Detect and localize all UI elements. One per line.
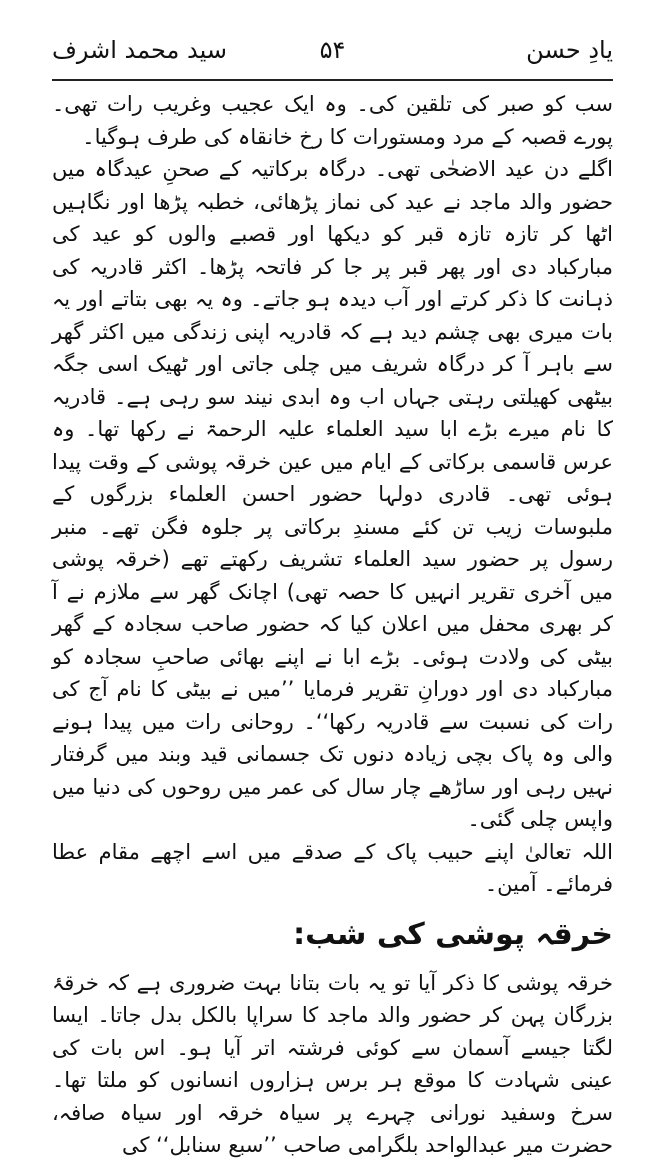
paragraph-1: سب کو صبر کی تلقین کی۔ وہ ایک عجیب وغریب رات تھی۔ پورے قصبہ کے مرد ومستورات کا رخ خانقاہ کی طرف ہوگیا۔ [52,92,613,149]
running-header [52,32,613,72]
author-name: سید محمد اشرف [52,36,227,64]
paragraph-3: اللہ تعالیٰ اپنے حبیب پاک کے صدقے میں اسے اچھے مقام عطا فرمائے۔ آمین۔ [52,839,613,896]
paragraph-4: خرقہ پوشی کا ذکر آیا تو یہ بات بتانا بہت ضروری ہے کہ خرقۂ بزرگان پہن کر حضور والد ماجد کا سراپا بالکل بدل جاتا۔ ایسا لگتا جیسے آسمان سے کوئی فرشتہ اتر آیا ہو۔ اس بات کی عینی شہادت کا موقع ہر برس ہزاروں انسانوں کو ملتا تھا۔ سرخ وسفید نورانی چہرے پر سیاہ خرقہ اور سیاہ صافہ، حضرت میر عبدالواحد بلگرامی صاحب ’’سبع سنابل‘‘ کی [52,970,613,1157]
book-title: یادِ حسن [526,36,613,64]
page-number: ۵۴ [319,36,346,64]
page-body [52,88,613,1162]
section-heading: خرقہ پوشی کی شب: [293,916,613,952]
paragraph-2: اگلے دن عید الاضحٰی تھی۔ درگاہ برکاتیہ کے صحنِ عیدگاہ میں حضور والد ماجد نے عید کی نماز پڑھائی، خطبہ پڑھا اور نگاہیں اٹھا کر تازہ تازہ قبر کو دیکھا اور قصبے والوں کو عید کی مبارکباد دی اور پھر قبر پر جا کر فاتحہ پڑھا۔ اکثر قادریہ کی ذہانت کا ذکر کرتے اور آب دیدہ ہو جاتے۔ وہ یہ بھی بتاتے اور یہ بات میری بھی چشم دید ہے کہ قادریہ اپنی زندگی میں اکثر گھر سے باہر آ کر درگاہ شریف میں چلی جاتی اور ٹھیک اسی جگہ بیٹھی کھیلتی رہتی جہاں اب وہ ابدی نیند سو رہی ہے۔ قادریہ کا نام میرے بڑے ابا سید العلماء علیہ الرحمۃ نے رکھا تھا۔ وہ عرس قاسمی برکاتی کے ایام میں عین خرقہ پوشی کے وقت پیدا ہوئی تھی۔ قادری دولہا حضور احسن العلماء بزرگوں کے ملبوسات زیب تن کئے مسندِ برکاتی پر جلوہ فگن تھے۔ منبر رسول پر حضور سید العلماء تشریف رکھتے تھے (خرقہ پوشی میں آخری تقریر انہیں کا حصہ تھی) اچانک گھر سے ملازم نے آ کر بھری محفل میں اعلان کیا کہ حضور صاحب سجادہ کے گھر بیٹی کی ولادت ہوئی۔ بڑے ابا نے اپنے بھائی صاحبِ سجادہ کو مبارکباد دی اور دورانِ تقریر فرمایا ’’میں نے بیٹی کا نام آج کی رات کی نسبت سے قادریہ رکھا‘‘۔ روحانی رات میں پیدا ہونے والی وہ پاک بچی زیادہ دنوں تک جسمانی قید وبند میں گرفتار نہیں رہی اور ساڑھے چار سال کی عمر میں روحوں کی دنیا میں واپس چلی گئی۔ [52,157,613,831]
header-divider [52,79,613,81]
